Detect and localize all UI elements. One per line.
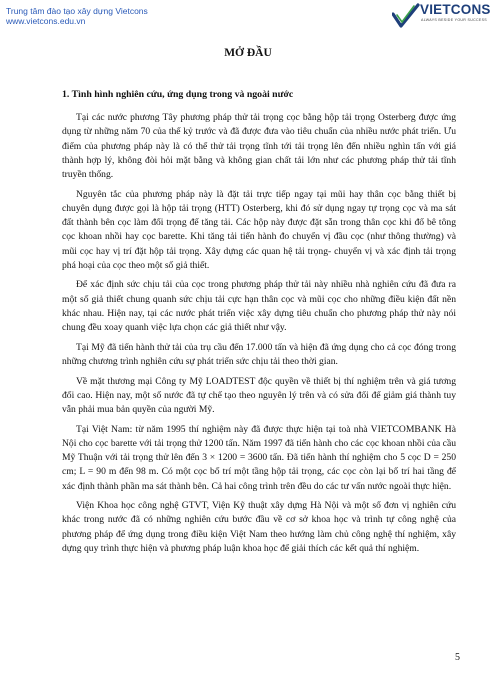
paragraph: Để xác định sức chịu tải của cọc trong phương pháp thử tải này nhiều nhà nghiên cứu đã đưa ra một số giả thiết chung quanh sức chịu tải cực hạn thân cọc và mũi cọc cho những điều kiện đất nền khác nhau. Hiện nay, tại các nước phát triển việc xây dựng tiêu chuẩn cho phương pháp thử này nói chung đều xoay quanh việc lựa chọn các giả thiết như vậy. (62, 279, 456, 334)
paragraph: Viện Khoa học công nghệ GTVT, Viện Kỹ thuật xây dựng Hà Nội và một số đơn vị nghiên cứu khác trong nước đã có những nghiên cứu bước đầu về cơ sở khoa học và trình tự công nghệ của phương pháp để ứng dụng trong điều kiện Việt Nam theo hướng làm chủ công nghệ thí nghiệm, xây dựng quy trình thực hiện và phương pháp luận khoa học để giải thích các kết quả thí nghiệm. (62, 500, 456, 554)
paragraph: Tại Việt Nam: từ năm 1995 thí nghiệm này đã được thực hiện tại toà nhà VIETCOMBANK Hà Nội cho cọc barette với tải trọng thử 1200 tấn. Năm 1997 đã tiến hành cho các cọc khoan nhồi của cầu Mỹ Thuận với tải trọng thử lên đến 3 × 1200 = 3600 tấn. Đã tiến hành thí nghiệm cho 5 cọc D = 250 cm; L = 90 m đến 98 m. Có một cọc bố trí một tầng hộp tải trọng, các cọc còn lại bố trí hai tầng để xác định thành phần ma sát thành bên. Cả hai công trình trên đều do các tư vấn nước ngoài thực hiện. (62, 423, 456, 492)
paragraph: Về mặt thương mại Công ty Mỹ LOADTEST độc quyền về thiết bị thí nghiệm trên và giá tương đối cao. Hiện nay, một số nước đã tự chế tạo theo nguyên lý trên và có sửa đổi để giảm giá thành tuy vẫn phải mua bản quyền của người Mỹ. (62, 375, 456, 416)
paragraph: Tại các nước phương Tây phương pháp thử tải trọng cọc bằng hộp tải trọng Osterberg được ứng dụng từ những năm 70 của thế kỷ trước và đã được đưa vào tiêu chuẩn của nhiều nước phát triển. Ưu điểm của phương pháp này là có thể thử tải trọng tĩnh tới tải trọng lên đến nhiều nghìn tấn với giá thành hợp lý, không đòi hỏi mặt bằng và không gian chất tải lớn như các phương pháp thử tải tĩnh truyền thống. (62, 112, 456, 181)
site-header (6, 6, 148, 26)
page-title: MỞ ĐẦU (224, 47, 272, 59)
logo-tagline: ALWAYS BESIDE YOUR SUCCESS (421, 18, 487, 22)
checkmark-logo-icon (392, 3, 420, 29)
website-link[interactable]: www.vietcons.edu.vn (6, 16, 86, 26)
section-heading: 1. Tình hình nghiên cứu, ứng dụng trong và ngoài nước (62, 89, 294, 100)
paragraph: Tại Mỹ đã tiến hành thử tải của trụ cầu đến 17.000 tấn và hiện đã ứng dụng cho cả cọc đóng trong những chương trình nghiên cứu sự phát triển sức chịu tải theo thời gian. (62, 341, 456, 367)
logo-text: VIETCONS (420, 2, 491, 17)
document-body (62, 88, 456, 562)
page-number: 5 (455, 652, 460, 663)
org-name: Trung tâm đào tạo xây dựng Vietcons (6, 6, 148, 16)
vietcons-logo (392, 2, 491, 32)
paragraph: Nguyên tắc của phương pháp này là đặt tải trực tiếp ngay tại mũi hay thân cọc bằng thiết bị chuyên dụng được gọi là hộp tải trọng (HTT) Osterberg, khi đó sử dụng ngay tự trọng cọc và ma sát đất thành bên cọc làm đối trọng để tăng tải. Các hộp này được đặt sẵn trong thân cọc khi đổ bê tông cọc khoan nhồi hay cọc barette. Khi tăng tải tiến hành đo chuyển vị đầu cọc (như thông thường) và mũi cọc hay vị trí đặt hộp tải trọng. Xây dựng các quan hệ tải trọng- chuyển vị và xác định tải trọng phá hoại của cọc theo một số giả thiết. (62, 188, 456, 271)
